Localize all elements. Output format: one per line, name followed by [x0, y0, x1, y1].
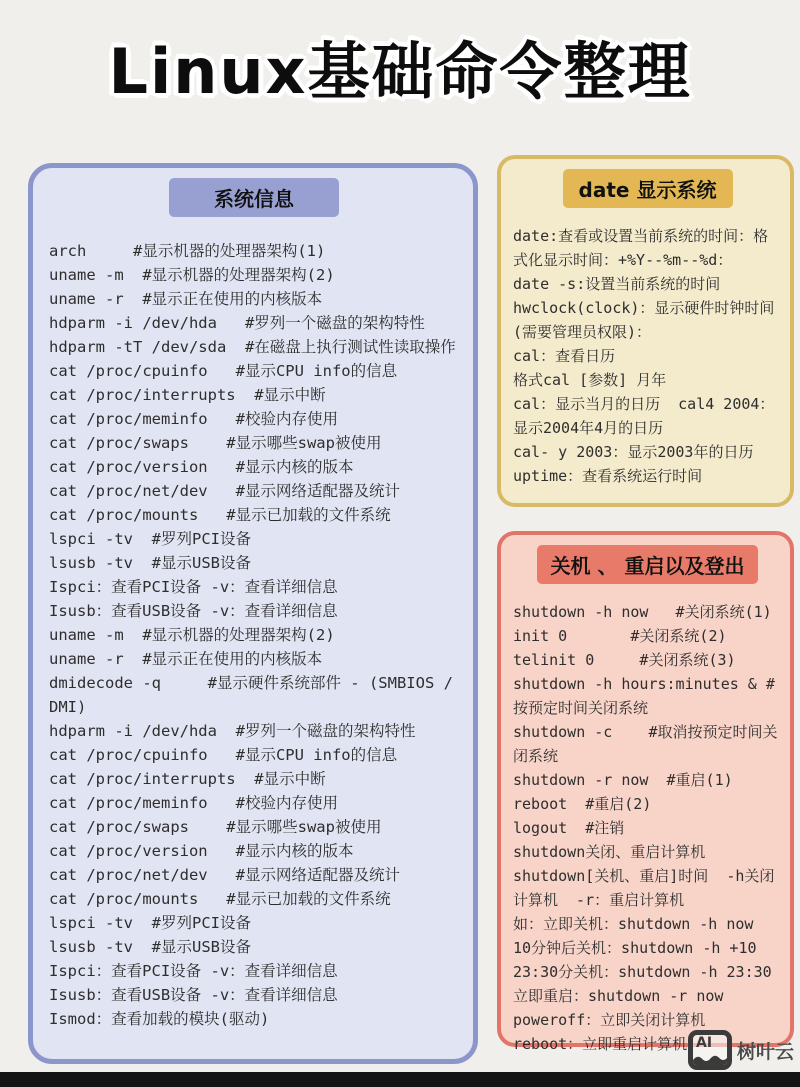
command-line: cat /proc/net/dev #显示网络适配器及统计: [49, 866, 400, 884]
command-line: cat /proc/meminfo #校验内存使用: [49, 410, 338, 428]
command-line: uname -r #显示正在使用的内核版本: [49, 650, 323, 668]
command-line: uname -m #显示机器的处理器架构(2): [49, 626, 335, 644]
command-line: shutdown[关机、重启]时间 -h关闭计算机 -r：重启计算机: [513, 867, 775, 909]
command-line: cat /proc/swaps #显示哪些swap被使用: [49, 434, 382, 452]
page-title: Linux基础命令整理: [108, 35, 692, 108]
command-line: hwclock(clock)：显示硬件时钟时间(需要管理员权限)：: [513, 299, 775, 341]
command-line: poweroff：立即关闭计算机: [513, 1011, 706, 1029]
command-line: lsusb -tv #显示USB设备: [49, 554, 251, 572]
command-line: init 0 #关闭系统(2): [513, 627, 727, 645]
command-line: cat /proc/swaps #显示哪些swap被使用: [49, 818, 382, 836]
command-line: lsusb -tv #显示USB设备: [49, 938, 251, 956]
command-line: hdparm -tT /dev/sda #在磁盘上执行测试性读取操作: [49, 338, 456, 356]
command-line: cal- y 2003：显示2003年的日历: [513, 443, 754, 461]
command-line: shutdown -h hours:minutes & #按预定时间关闭系统: [513, 675, 775, 717]
watermark: [688, 1030, 794, 1070]
ai-icon-label: AI: [695, 1035, 713, 1051]
command-line: 10分钟后关机：shutdown -h +10: [513, 939, 757, 957]
command-line: cat /proc/net/dev #显示网络适配器及统计: [49, 482, 400, 500]
command-line: hdparm -i /dev/hda #罗列一个磁盘的架构特性: [49, 314, 425, 332]
command-line: uname -r #显示正在使用的内核版本: [49, 290, 323, 308]
panel-date: [497, 155, 794, 507]
watermark-brand: 树叶云: [736, 1040, 794, 1063]
command-line: shutdown -r now #重启(1): [513, 771, 733, 789]
command-line: shutdown -h now #关闭系统(1): [513, 603, 772, 621]
command-line: telinit 0 #关闭系统(3): [513, 651, 736, 669]
command-line: 立即重启：shutdown -r now: [513, 987, 724, 1005]
command-line: 如：立即关机：shutdown -h now: [513, 915, 754, 933]
command-line: uname -m #显示机器的处理器架构(2): [49, 266, 335, 284]
command-line: lspci -tv #罗列PCI设备: [49, 914, 251, 932]
ai-picture-icon: [688, 1030, 732, 1070]
command-line: shutdown -c #取消按预定时间关闭系统: [513, 723, 778, 765]
command-line: reboot #重启(2): [513, 795, 652, 813]
command-line: 23:30分关机：shutdown -h 23:30: [513, 963, 772, 981]
command-line: Isusb：查看USB设备 -v：查看详细信息: [49, 602, 338, 620]
command-line: Ispci：查看PCI设备 -v：查看详细信息: [49, 962, 338, 980]
command-line: cat /proc/mounts #显示已加载的文件系统: [49, 506, 391, 524]
system-info-command-list: [49, 239, 463, 1031]
command-line: cal：查看日历: [513, 347, 616, 365]
shutdown-command-list: [513, 600, 782, 1056]
command-line: Ispci：查看PCI设备 -v：查看详细信息: [49, 578, 338, 596]
command-line: 格式cal [参数] 月年: [513, 371, 667, 389]
command-line: cat /proc/version #显示内核的版本: [49, 842, 354, 860]
command-line: hdparm -i /dev/hda #罗列一个磁盘的架构特性: [49, 722, 416, 740]
command-line: cat /proc/interrupts #显示中断: [49, 386, 326, 404]
command-line: reboot：立即重启计算机: [513, 1035, 688, 1053]
command-line: cat /proc/mounts #显示已加载的文件系统: [49, 890, 391, 908]
command-line: date:查看或设置当前系统的时间：格式化显示时间：+%Y--%m--%d：: [513, 227, 769, 269]
command-line: shutdown关闭、重启计算机: [513, 843, 706, 861]
command-line: cat /proc/meminfo #校验内存使用: [49, 794, 338, 812]
date-command-list: [513, 224, 782, 488]
command-line: cat /proc/cpuinfo #显示CPU info的信息: [49, 746, 398, 764]
panel-shutdown-header: 关机 、 重启以及登出: [537, 545, 759, 584]
command-line: logout #注销: [513, 819, 625, 837]
command-line: date -s:设置当前系统的时间: [513, 275, 721, 293]
panel-system-info: [28, 163, 478, 1064]
command-line: arch #显示机器的处理器架构(1): [49, 242, 326, 260]
wave-icon: [693, 1050, 727, 1066]
command-line: cat /proc/version #显示内核的版本: [49, 458, 354, 476]
command-line: Ismod：查看加载的模块(驱动): [49, 1010, 270, 1028]
command-line: Isusb：查看USB设备 -v：查看详细信息: [49, 986, 338, 1004]
command-line: dmidecode -q #显示硬件系统部件 - (SMBIOS / DMI): [49, 674, 463, 716]
bottom-black-bar: [0, 1072, 800, 1087]
panel-system-info-header: 系统信息: [169, 178, 339, 217]
command-line: uptime：查看系统运行时间: [513, 467, 703, 485]
command-line: lspci -tv #罗列PCI设备: [49, 530, 251, 548]
panel-date-header: date 显示系统: [563, 169, 733, 208]
command-line: cat /proc/cpuinfo #显示CPU info的信息: [49, 362, 398, 380]
command-line: cal：显示当月的日历 cal4 2004：显示2004年4月的日历: [513, 395, 775, 437]
command-line: cat /proc/interrupts #显示中断: [49, 770, 326, 788]
